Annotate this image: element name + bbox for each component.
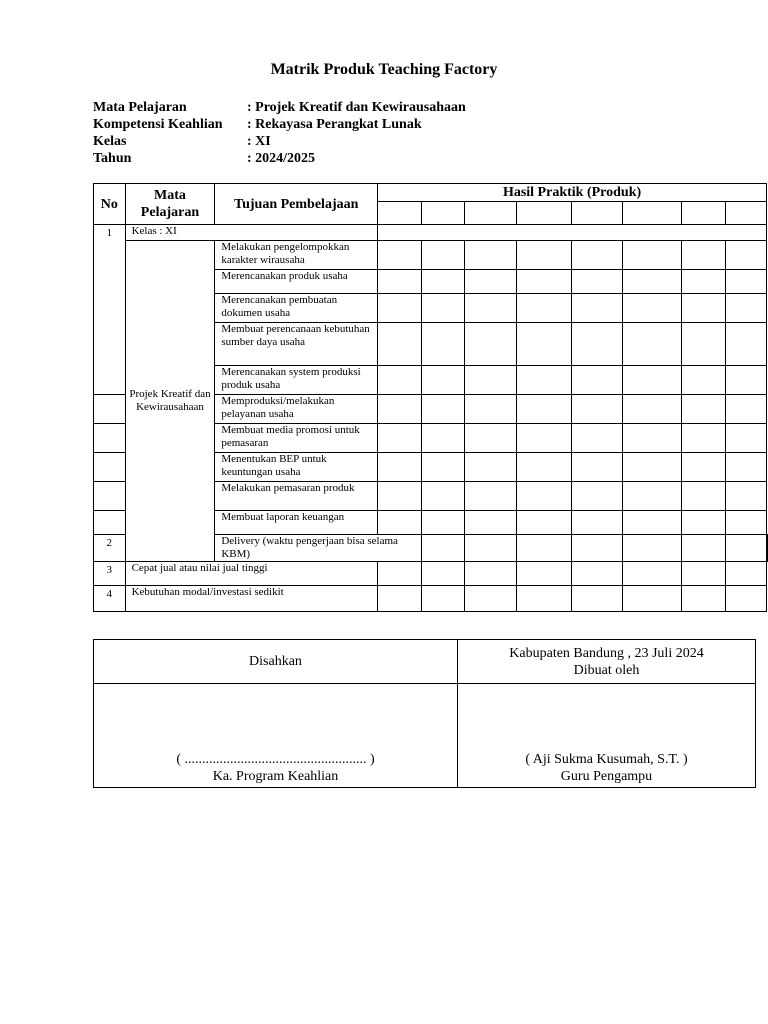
created-header: [458, 640, 756, 684]
kelas-label: Kelas : XI: [125, 225, 378, 241]
hasil-cell: [572, 293, 622, 322]
hasil-cell: [378, 423, 422, 452]
row-number-empty: [94, 240, 126, 394]
header-value-kompetensi: : Rekayasa Perangkat Lunak: [247, 117, 422, 132]
hasil-cell: [516, 240, 572, 269]
hasil-cell: [572, 240, 622, 269]
approver-name: ( .................................................... ): [176, 752, 375, 767]
hasil-subheader-cell: [681, 202, 725, 225]
hasil-cell: [378, 322, 422, 365]
header-label-tahun: Tahun: [93, 151, 132, 166]
criteria-text: Cepat jual atau nilai jual tinggi: [125, 561, 378, 585]
row-number: 3: [94, 561, 126, 585]
hasil-cell: [725, 534, 766, 561]
hasil-cell: [681, 269, 725, 293]
hasil-subheader-cell: [516, 202, 572, 225]
hasil-cell: [465, 561, 516, 585]
row-number: 4: [94, 585, 126, 611]
tujuan-item: Memproduksi/melakukan pelayanan usaha: [215, 394, 378, 423]
hasil-cell: [378, 481, 422, 510]
hasil-cell: [725, 394, 766, 423]
tujuan-item: Membuat laporan keuangan: [215, 510, 378, 534]
hasil-cell: [378, 452, 422, 481]
tujuan-item: Membuat perencanaan kebutuhan sumber daya usaha: [215, 322, 378, 365]
hasil-cell: [465, 394, 516, 423]
hasil-cell: [572, 585, 622, 611]
hasil-cell: [378, 561, 422, 585]
hasil-cell: [572, 510, 622, 534]
hasil-cell: [516, 585, 572, 611]
header-label-mata-pelajaran: Mata Pelajaran: [93, 100, 187, 115]
row-number-empty: [94, 452, 126, 481]
hasil-cell: [572, 481, 622, 510]
hasil-cell: [422, 365, 465, 394]
tujuan-item: Merencanakan produk usaha: [215, 269, 378, 293]
header-label-kelas: Kelas: [93, 134, 127, 149]
mata-pelajaran-cell: Projek Kreatif dan Kewirausahaan: [125, 240, 215, 561]
hasil-cell: [622, 240, 681, 269]
header-value-kelas: : XI: [247, 134, 271, 149]
hasil-cell: [422, 510, 465, 534]
hasil-cell: [378, 585, 422, 611]
hasil-cell: [516, 481, 572, 510]
hasil-cell: [681, 423, 725, 452]
hasil-cell: [725, 293, 766, 322]
hasil-cell: [378, 240, 422, 269]
hasil-cell: [516, 293, 572, 322]
creator-role: Guru Pengampu: [560, 769, 653, 784]
page-title: Matrik Produk Teaching Factory: [270, 61, 498, 78]
hasil-cell: [378, 269, 422, 293]
hasil-empty-cell: [378, 225, 767, 241]
hasil-cell: [622, 452, 681, 481]
hasil-cell: [422, 394, 465, 423]
hasil-cell: [681, 481, 725, 510]
hasil-cell: [572, 423, 622, 452]
hasil-cell: [725, 322, 766, 365]
hasil-cell: [725, 423, 766, 452]
row-number-empty: [94, 423, 126, 452]
hasil-cell: [378, 365, 422, 394]
hasil-cell: [725, 365, 766, 394]
header-value-mata-pelajaran: : Projek Kreatif dan Kewirausahaan: [247, 100, 466, 115]
hasil-cell: [516, 423, 572, 452]
hasil-cell: [572, 561, 622, 585]
hasil-cell: [465, 534, 516, 561]
hasil-cell: [725, 585, 766, 611]
row-number-empty: [94, 394, 126, 423]
hasil-cell: [572, 452, 622, 481]
hasil-cell: [725, 510, 766, 534]
hasil-cell: [622, 481, 681, 510]
signature-table: [93, 639, 756, 788]
hasil-cell: [622, 394, 681, 423]
hasil-cell: [572, 322, 622, 365]
hasil-subheader-cell: [378, 202, 422, 225]
hasil-cell: [516, 510, 572, 534]
hasil-cell: [465, 510, 516, 534]
hasil-cell: [681, 394, 725, 423]
hasil-cell: [681, 293, 725, 322]
hasil-cell: [465, 240, 516, 269]
hasil-cell: [622, 269, 681, 293]
hasil-cell: [725, 240, 766, 269]
hasil-cell: [725, 269, 766, 293]
hasil-cell: [465, 585, 516, 611]
hasil-cell: [622, 561, 681, 585]
hasil-cell: [622, 510, 681, 534]
hasil-cell: [572, 394, 622, 423]
col-header-tujuan: Tujuan Pembelajaan: [215, 184, 378, 225]
hasil-cell: [622, 365, 681, 394]
tujuan-item: Membuat media promosi untuk pemasaran: [215, 423, 378, 452]
hasil-cell: [465, 452, 516, 481]
hasil-cell: [516, 561, 572, 585]
hasil-cell: [378, 293, 422, 322]
hasil-cell: [422, 240, 465, 269]
hasil-cell: [622, 423, 681, 452]
hasil-cell: [422, 423, 465, 452]
row-number: 2: [94, 534, 126, 561]
hasil-cell: [622, 293, 681, 322]
tujuan-item: Melakukan pengelompokkan karakter wirausaha: [215, 240, 378, 269]
hasil-cell: [681, 240, 725, 269]
place-date: Kabupaten Bandung , 23 Juli 2024: [509, 645, 704, 661]
hasil-cell: [422, 481, 465, 510]
hasil-cell: [725, 561, 766, 585]
hasil-cell: [767, 534, 768, 561]
hasil-cell: [572, 269, 622, 293]
hasil-cell: [422, 322, 465, 365]
hasil-cell: [465, 365, 516, 394]
hasil-cell: [681, 534, 725, 561]
header-value-tahun: : 2024/2025: [247, 151, 316, 166]
col-header-hasil-praktik: Hasil Praktik (Produk): [378, 184, 767, 202]
hasil-cell: [465, 423, 516, 452]
hasil-cell: [378, 510, 422, 534]
hasil-subheader-cell: [622, 202, 681, 225]
creator-name: ( Aji Sukma Kusumah, S.T. ): [525, 752, 688, 767]
approver-signature-cell: [94, 684, 458, 788]
product-matrix-table: [93, 183, 768, 612]
hasil-cell: [516, 394, 572, 423]
hasil-cell: [681, 561, 725, 585]
tujuan-item: Melakukan pemasaran produk: [215, 481, 378, 510]
hasil-cell: [516, 322, 572, 365]
col-header-no: No: [94, 184, 126, 225]
hasil-cell: [681, 585, 725, 611]
hasil-cell: [516, 534, 572, 561]
hasil-subheader-cell: [422, 202, 465, 225]
row-number-empty: [94, 481, 126, 510]
hasil-cell: [465, 322, 516, 365]
hasil-cell: [422, 269, 465, 293]
tujuan-item: Menentukan BEP untuk keuntungan usaha: [215, 452, 378, 481]
hasil-cell: [681, 365, 725, 394]
approver-role: Ka. Program Keahlian: [212, 769, 339, 784]
hasil-cell: [622, 585, 681, 611]
tujuan-item: Merencanakan system produksi produk usaha: [215, 365, 378, 394]
col-header-mata-pelajaran: Mata Pelajaran: [125, 184, 215, 225]
hasil-cell: [422, 585, 465, 611]
hasil-cell: [378, 394, 422, 423]
approved-header: Disahkan: [94, 640, 458, 684]
created-by-label: Dibuat oleh: [573, 662, 640, 678]
hasil-cell: [681, 510, 725, 534]
hasil-cell: [622, 322, 681, 365]
hasil-cell: [422, 534, 465, 561]
hasil-cell: [422, 293, 465, 322]
hasil-subheader-cell: [465, 202, 516, 225]
criteria-text: Kebutuhan modal/investasi sedikit: [125, 585, 378, 611]
hasil-cell: [572, 534, 622, 561]
hasil-cell: [725, 452, 766, 481]
creator-signature-cell: [458, 684, 756, 788]
hasil-cell: [725, 481, 766, 510]
hasil-cell: [516, 452, 572, 481]
tujuan-item: Merencanakan pembuatan dokumen usaha: [215, 293, 378, 322]
hasil-cell: [516, 269, 572, 293]
hasil-cell: [572, 365, 622, 394]
hasil-cell: [681, 452, 725, 481]
hasil-subheader-cell: [572, 202, 622, 225]
hasil-cell: [465, 481, 516, 510]
header-label-kompetensi: Kompetensi Keahlian: [93, 117, 223, 132]
hasil-cell: [681, 322, 725, 365]
hasil-cell: [465, 293, 516, 322]
hasil-cell: [422, 452, 465, 481]
hasil-subheader-cell: [725, 202, 766, 225]
hasil-cell: [622, 534, 681, 561]
hasil-cell: [422, 561, 465, 585]
row-number: 1: [94, 225, 126, 241]
hasil-cell: [465, 269, 516, 293]
row-number-empty: [94, 510, 126, 534]
hasil-cell: [516, 365, 572, 394]
criteria-text: Delivery (waktu pengerjaan bisa selama KBM): [215, 534, 422, 561]
